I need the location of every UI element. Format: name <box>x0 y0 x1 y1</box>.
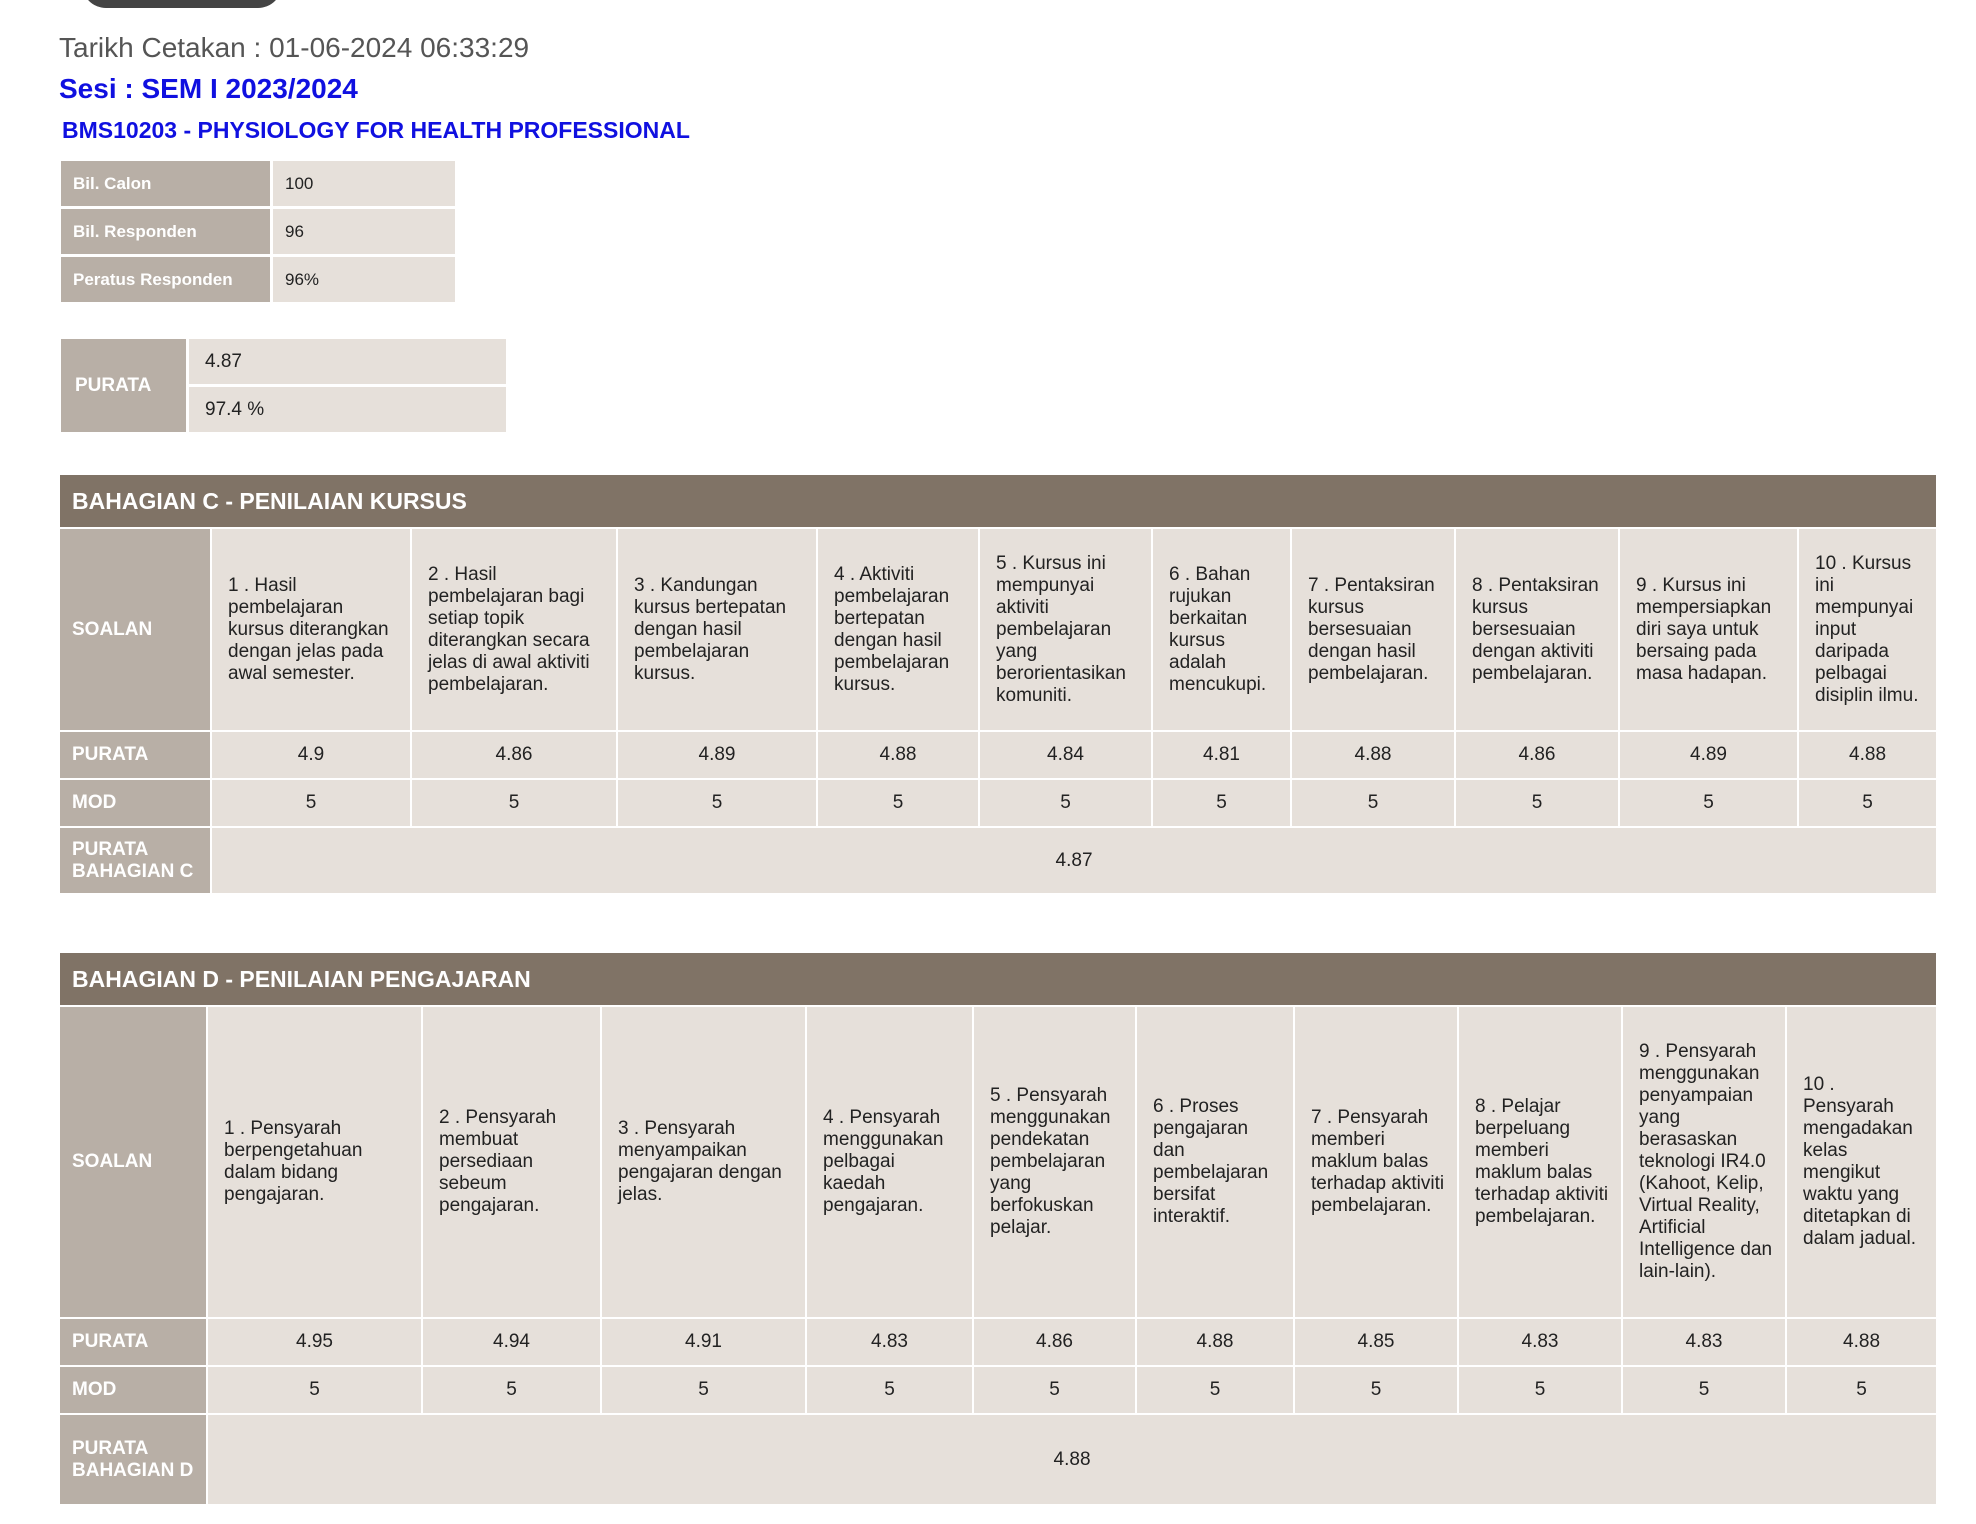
question-cell: 9 . Pensyarah menggunakan penyampaian yang berasaskan teknologi IR4.0 (Kahoot, Kelip, Virtual Reality, Artificial Intelligence dan lain-lain). <box>1622 1006 1786 1318</box>
question-cell: 3 . Kandungan kursus bertepatan dengan hasil pembelajaran kursus. <box>617 528 817 731</box>
stats-value: 100 <box>272 160 457 208</box>
question-cell: 4 . Aktiviti pembelajaran bertepatan dengan hasil pembelajaran kursus. <box>817 528 979 731</box>
question-cell: 1 . Hasil pembelajaran kursus diterangkan dengan jelas pada awal semester. <box>211 528 411 731</box>
purata-value: 4.85 <box>1294 1318 1458 1366</box>
question-cell: 10 . Pensyarah mengadakan kelas mengikut waktu yang ditetapkan di dalam jadual. <box>1786 1006 1937 1318</box>
mod-value: 5 <box>806 1366 973 1414</box>
question-cell: 6 . Bahan rujukan berkaitan kursus adalah mencukupi. <box>1152 528 1291 731</box>
stats-label: Bil. Responden <box>60 208 272 256</box>
overall-average-table <box>58 336 509 435</box>
purata-value: 4.81 <box>1152 731 1291 779</box>
mod-value: 5 <box>1455 779 1619 827</box>
stats-label: Bil. Calon <box>60 160 272 208</box>
top-button-partial[interactable] <box>82 0 282 8</box>
mod-row <box>59 779 1937 827</box>
mod-value: 5 <box>979 779 1152 827</box>
section-d <box>58 951 1936 1506</box>
question-cell: 6 . Proses pengajaran dan pembelajaran bersifat interaktif. <box>1136 1006 1294 1318</box>
stats-value: 96% <box>272 256 457 304</box>
mod-value: 5 <box>1786 1366 1937 1414</box>
section-c-table <box>58 473 1938 895</box>
purata-value: 4.84 <box>979 731 1152 779</box>
respondent-stats-table <box>58 158 458 305</box>
row-label-soalan: SOALAN <box>59 528 211 731</box>
mod-value: 5 <box>411 779 617 827</box>
purata-value: 4.95 <box>207 1318 422 1366</box>
row-label-total: PURATA BAHAGIAN C <box>59 827 211 894</box>
purata-row <box>59 731 1937 779</box>
questions-row <box>59 1006 1937 1318</box>
print-date: Tarikh Cetakan : 01-06-2024 06:33:29 <box>59 32 530 63</box>
question-cell: 2 . Hasil pembelajaran bagi setiap topik diterangkan secara jelas di awal aktiviti pembelajaran. <box>411 528 617 731</box>
question-cell: 9 . Kursus ini mempersiapkan diri saya untuk bersaing pada masa hadapan. <box>1619 528 1798 731</box>
section-c-header: BAHAGIAN C - PENILAIAN KURSUS <box>59 474 1937 528</box>
stats-label: Peratus Responden <box>60 256 272 304</box>
purata-value: 4.83 <box>1622 1318 1786 1366</box>
mod-row <box>59 1366 1937 1414</box>
purata-value: 4.88 <box>1786 1318 1937 1366</box>
question-cell: 5 . Pensyarah menggunakan pendekatan pembelajaran yang berfokuskan pelajar. <box>973 1006 1136 1318</box>
purata-value: 4.89 <box>617 731 817 779</box>
overall-average-percent: 97.4 % <box>188 386 508 434</box>
row-label-mod: MOD <box>59 779 211 827</box>
mod-value: 5 <box>1152 779 1291 827</box>
purata-value: 4.94 <box>422 1318 601 1366</box>
course-title: BMS10203 - PHYSIOLOGY FOR HEALTH PROFESSIONAL <box>62 117 690 143</box>
question-cell: 1 . Pensyarah berpengetahuan dalam bidang pengajaran. <box>207 1006 422 1318</box>
mod-value: 5 <box>1136 1366 1294 1414</box>
total-row <box>59 827 1937 894</box>
purata-value: 4.9 <box>211 731 411 779</box>
question-cell: 8 . Pentaksiran kursus bersesuaian dengan aktiviti pembelajaran. <box>1455 528 1619 731</box>
row-label-purata: PURATA <box>59 731 211 779</box>
row-label-purata: PURATA <box>59 1318 207 1366</box>
question-cell: 4 . Pensyarah menggunakan pelbagai kaedah pengajaran. <box>806 1006 973 1318</box>
mod-value: 5 <box>617 779 817 827</box>
mod-value: 5 <box>1798 779 1937 827</box>
row-label-total: PURATA BAHAGIAN D <box>59 1414 207 1505</box>
purata-value: 4.86 <box>1455 731 1619 779</box>
row-label-mod: MOD <box>59 1366 207 1414</box>
question-cell: 10 . Kursus ini mempunyai input daripada pelbagai disiplin ilmu. <box>1798 528 1937 731</box>
overall-average-score: 4.87 <box>188 338 508 386</box>
question-cell: 8 . Pelajar berpeluang memberi maklum balas terhadap aktiviti pembelajaran. <box>1458 1006 1622 1318</box>
purata-value: 4.83 <box>1458 1318 1622 1366</box>
questions-row <box>59 528 1937 731</box>
stats-row <box>60 160 457 208</box>
mod-value: 5 <box>207 1366 422 1414</box>
purata-value: 4.91 <box>601 1318 806 1366</box>
overall-average-label: PURATA <box>60 338 188 434</box>
question-cell: 3 . Pensyarah menyampaikan pengajaran dengan jelas. <box>601 1006 806 1318</box>
purata-value: 4.86 <box>973 1318 1136 1366</box>
question-cell: 5 . Kursus ini mempunyai aktiviti pembelajaran yang berorientasikan komuniti. <box>979 528 1152 731</box>
stats-row <box>60 256 457 304</box>
section-d-header: BAHAGIAN D - PENILAIAN PENGAJARAN <box>59 952 1937 1006</box>
session-title: Sesi : SEM I 2023/2024 <box>59 73 358 104</box>
stats-value: 96 <box>272 208 457 256</box>
stats-row <box>60 208 457 256</box>
mod-value: 5 <box>1294 1366 1458 1414</box>
row-label-soalan: SOALAN <box>59 1006 207 1318</box>
mod-value: 5 <box>1622 1366 1786 1414</box>
mod-value: 5 <box>601 1366 806 1414</box>
purata-value: 4.88 <box>1136 1318 1294 1366</box>
purata-value: 4.88 <box>817 731 979 779</box>
section-d-table <box>58 951 1938 1506</box>
purata-value: 4.86 <box>411 731 617 779</box>
mod-value: 5 <box>422 1366 601 1414</box>
mod-value: 5 <box>973 1366 1136 1414</box>
total-row <box>59 1414 1937 1505</box>
question-cell: 2 . Pensyarah membuat persediaan sebeum pengajaran. <box>422 1006 601 1318</box>
mod-value: 5 <box>817 779 979 827</box>
question-cell: 7 . Pensyarah memberi maklum balas terhadap aktiviti pembelajaran. <box>1294 1006 1458 1318</box>
question-cell: 7 . Pentaksiran kursus bersesuaian dengan hasil pembelajaran. <box>1291 528 1455 731</box>
section-c-total: 4.87 <box>211 827 1937 894</box>
section-c <box>58 473 1936 895</box>
purata-value: 4.89 <box>1619 731 1798 779</box>
mod-value: 5 <box>1458 1366 1622 1414</box>
purata-value: 4.88 <box>1798 731 1937 779</box>
mod-value: 5 <box>1291 779 1455 827</box>
mod-value: 5 <box>211 779 411 827</box>
purata-value: 4.88 <box>1291 731 1455 779</box>
purata-row <box>59 1318 1937 1366</box>
mod-value: 5 <box>1619 779 1798 827</box>
purata-value: 4.83 <box>806 1318 973 1366</box>
section-d-total: 4.88 <box>207 1414 1937 1505</box>
